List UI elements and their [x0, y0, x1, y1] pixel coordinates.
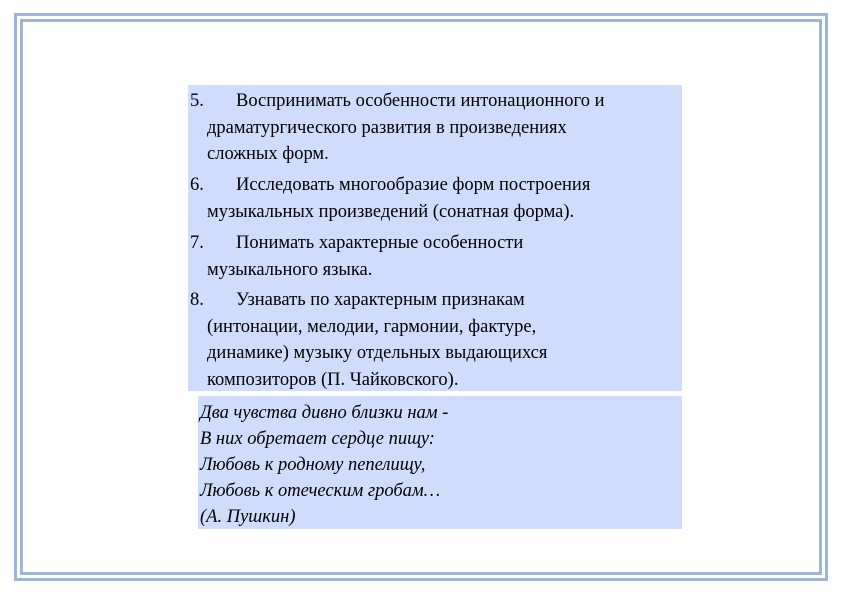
item-number: 6. [190, 175, 204, 195]
quote-line: Любовь к родному пепелищу, [200, 455, 426, 475]
list-item-7 [188, 230, 682, 283]
item-number: 5. [190, 91, 204, 111]
list-item-6 [188, 172, 682, 225]
item-text: Узнавать по характерным признакам (интонации, мелодии, гармонии, фактуре, динамике) музыку отдельных выдающихся композиторов (П. Чайковского). [207, 290, 548, 390]
objectives-list [188, 85, 682, 391]
quote-line: В них обретает сердце пищу: [200, 429, 435, 449]
item-text: Исследовать многообразие форм построения музыкальных произведений (сонатная форма). [207, 175, 591, 222]
list-item-5 [188, 88, 682, 168]
poem-quote [198, 396, 682, 529]
item-text: Понимать характерные особенности музыкального языка. [207, 233, 524, 280]
quote-line: Два чувства дивно близки нам - [200, 403, 449, 423]
list-item-8 [188, 287, 682, 393]
item-number: 7. [190, 233, 204, 253]
item-text: Воспринимать особенности интонационного и драматургического развития в произведениях сложных форм. [207, 91, 605, 164]
quote-author: (А. Пушкин) [200, 507, 296, 527]
item-number: 8. [190, 290, 204, 310]
quote-line: Любовь к отеческим гробам… [200, 481, 441, 501]
